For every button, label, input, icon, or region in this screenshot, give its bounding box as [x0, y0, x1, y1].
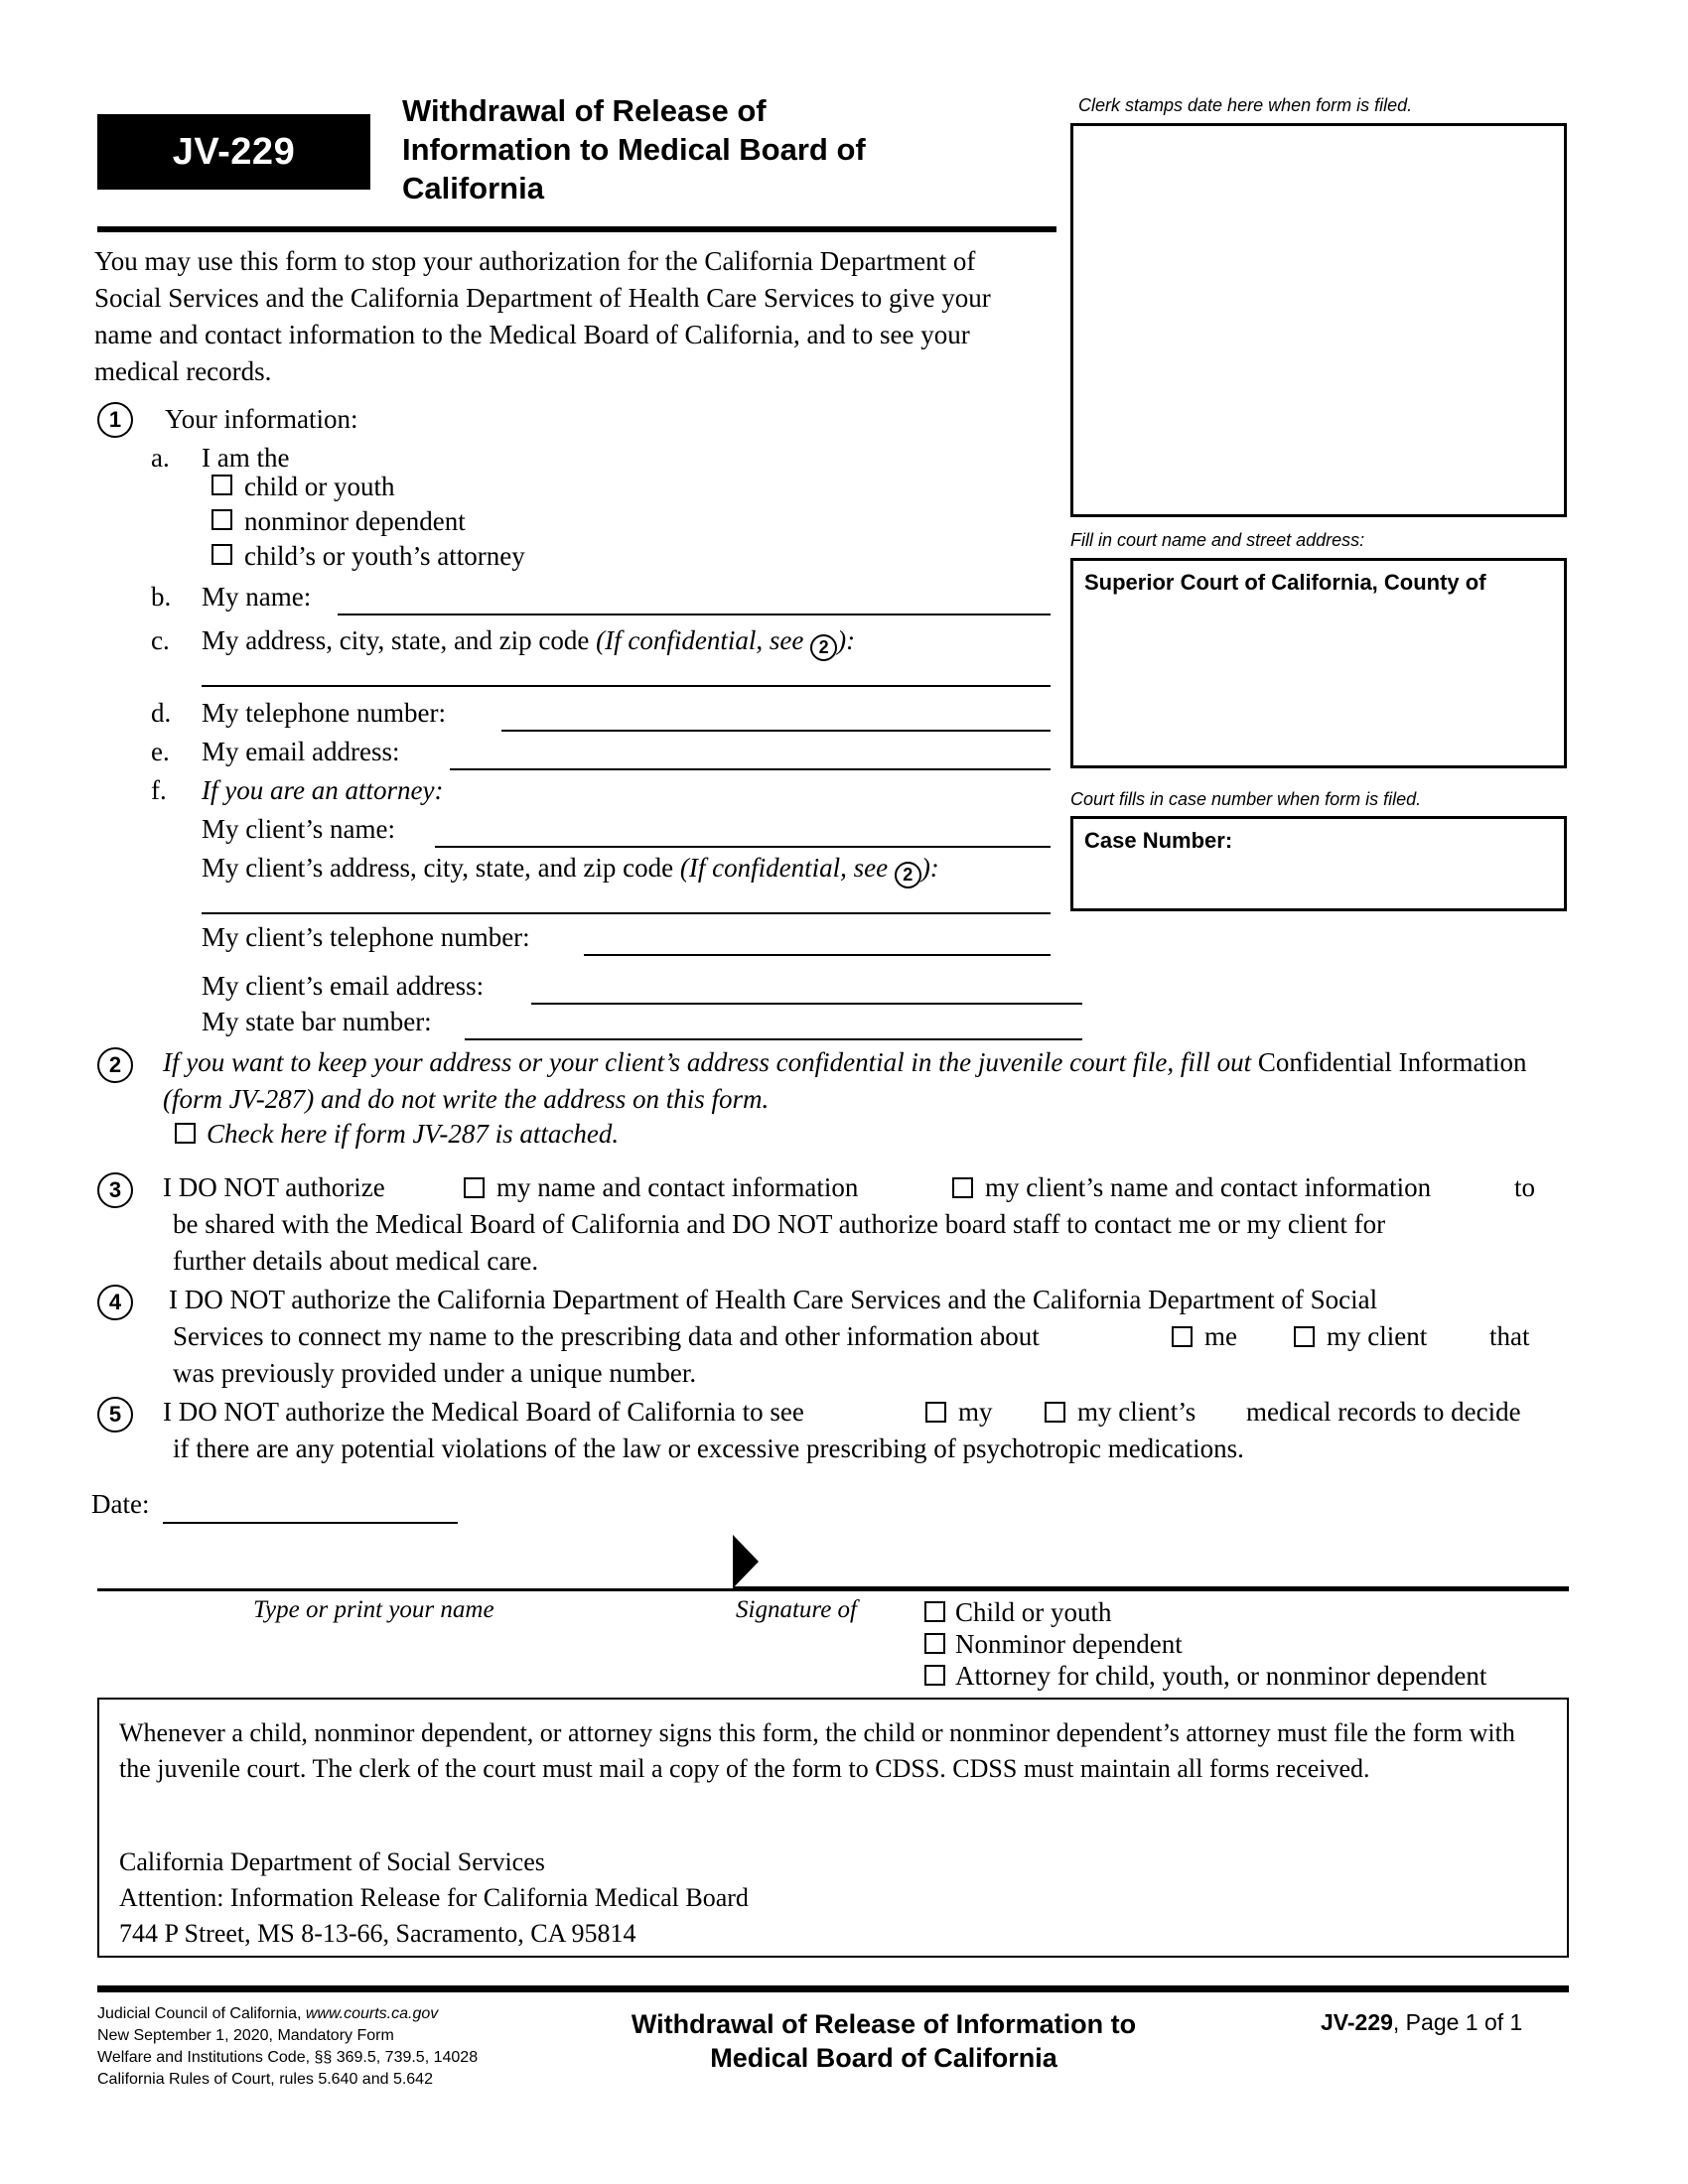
label-childs-or-youths-attorney: child’s or youth’s attorney: [244, 541, 525, 571]
checkbox-signer-child-or-youth[interactable]: [924, 1601, 945, 1622]
footer-form-title-line-2: Medical Board of California: [710, 2043, 1057, 2073]
footer-form-code: JV-229: [1321, 2009, 1393, 2035]
notice-paragraph: Whenever a child, nonminor dependent, or attorney signs this form, the child or nonminor dependent’s attorney must file the form with the juvenile court. The clerk of the court must mail a copy of the form to CDSS. CDSS must maintain all forms received.: [119, 1718, 1515, 1783]
case-number-box[interactable]: [1070, 816, 1567, 911]
form-title-line-3: California: [402, 171, 544, 205]
item-4-line-2-tail: that: [1489, 1321, 1530, 1351]
clerk-stamp-box[interactable]: [1070, 123, 1567, 517]
item-1c-ref-2-icon: 2: [810, 634, 837, 661]
item-4-line-1: I DO NOT authorize the California Department of Health Care Services and the California Department of Social: [169, 1285, 1378, 1314]
footer-page-number: , Page 1 of 1: [1392, 2009, 1523, 2035]
form-title-line-2: Information to Medical Board of: [402, 132, 866, 167]
label-client-name: My client’s name:: [202, 814, 395, 844]
item-1c-paren-open: (If confidential, see: [596, 625, 811, 655]
label-signer-child-or-youth: Child or youth: [955, 1597, 1112, 1627]
form-number-badge: JV-229: [97, 114, 370, 190]
item-3-lead: I DO NOT authorize: [163, 1172, 385, 1202]
item-2-number: 2: [97, 1047, 133, 1083]
item-1c-paren-close: ):: [837, 625, 856, 655]
item-2-line2-italic: (form JV-287) and do not write the address on this form.: [163, 1084, 770, 1114]
item-1c-label: c.: [151, 625, 170, 655]
item-1f-label: f.: [151, 775, 167, 805]
checkbox-childs-or-youths-attorney[interactable]: [211, 544, 232, 565]
footer-line-1-pre: Judicial Council of California,: [97, 2005, 306, 2022]
footer-divider-rule: [97, 1985, 1569, 1992]
label-client-email: My client’s email address:: [202, 971, 485, 1001]
item-1c-text: [202, 622, 855, 661]
input-my-name[interactable]: [338, 614, 1051, 615]
checkbox-my-client[interactable]: [1294, 1326, 1315, 1347]
input-client-telephone[interactable]: [584, 954, 1051, 956]
label-signer-nonminor-dependent: Nonminor dependent: [955, 1629, 1183, 1659]
item-1e-text: My email address:: [202, 737, 400, 766]
label-client-address-paren-close: ):: [920, 853, 939, 883]
footer-form-title: [516, 2007, 1251, 2075]
date-label: Date:: [91, 1489, 150, 1519]
item-4-line-2-pre: Services to connect my name to the prescribing data and other information about: [173, 1321, 1040, 1351]
court-name-box[interactable]: [1070, 558, 1567, 768]
footer-form-title-line-1: Withdrawal of Release of Information to: [631, 2009, 1137, 2039]
label-state-bar-number: My state bar number:: [202, 1007, 432, 1036]
item-2-paragraph: [163, 1044, 1573, 1118]
label-client-address-paren-open: (If confidential, see: [679, 853, 895, 883]
item-1b-text: My name:: [202, 582, 312, 612]
input-state-bar-number[interactable]: [465, 1038, 1082, 1040]
signature-of-caption: Signature of: [736, 1596, 857, 1623]
input-my-address[interactable]: [202, 685, 1051, 687]
intro-paragraph: You may use this form to stop your authorization for the California Department of Social Services and the California Department of Health Care Services to give your name and contact information to the Medical Board of California, and to see your medical records.: [94, 246, 991, 386]
item-1c-text-pre: My address, city, state, and zip code: [202, 625, 597, 655]
footer-line-2: New September 1, 2020, Mandatory Form: [97, 2027, 394, 2044]
item-1f-text: If you are an attorney:: [202, 775, 444, 805]
label-client-address-ref-2-icon: 2: [895, 862, 921, 888]
item-3-line-2: be shared with the Medical Board of California and DO NOT authorize board staff to contact me or my client for: [173, 1209, 1386, 1239]
notice-address-line-2: Attention: Information Release for California Medical Board: [119, 1883, 749, 1912]
item-1-heading: Your information:: [165, 404, 358, 434]
checkbox-signer-nonminor-dependent[interactable]: [924, 1633, 945, 1654]
notice-address: [119, 1844, 749, 1952]
label-me: me: [1204, 1321, 1237, 1351]
input-my-email[interactable]: [450, 768, 1051, 770]
item-1b-label: b.: [151, 582, 172, 612]
item-5-line-2: if there are any potential violations of the law or excessive prescribing of psychotropic medications.: [173, 1433, 1244, 1463]
item-2-line1-roman: Confidential: [1257, 1047, 1392, 1077]
court-name-prefilled-text: Superior Court of California, County of: [1084, 570, 1486, 595]
signature-rule[interactable]: [733, 1586, 1569, 1591]
label-my-clients-records: my client’s: [1077, 1397, 1196, 1427]
footer-legal-citations: [97, 2003, 478, 2091]
item-1e-label: e.: [151, 737, 170, 766]
print-name-rule[interactable]: [97, 1588, 748, 1591]
print-name-caption: Type or print your name: [253, 1596, 494, 1623]
item-1d-label: d.: [151, 698, 172, 728]
checkbox-nonminor-dependent[interactable]: [211, 509, 232, 530]
item-2-line1-italic: If you want to keep your address or your client’s address confidential in the juvenile court file, fill out: [163, 1047, 1258, 1077]
signature-arrow-icon: [733, 1535, 759, 1588]
checkbox-child-or-youth[interactable]: [211, 475, 232, 495]
label-client-name-contact-info: my client’s name and contact information: [985, 1172, 1432, 1202]
label-client-telephone: My client’s telephone number:: [202, 922, 530, 952]
footer-line-3: Welfare and Institutions Code, §§ 369.5, 739.5, 14028: [97, 2049, 479, 2066]
notice-address-line-3: 744 P Street, MS 8-13-66, Sacramento, CA 95814: [119, 1919, 636, 1948]
item-3-tail: to: [1514, 1172, 1536, 1202]
case-number-prefilled-text: Case Number:: [1084, 828, 1233, 853]
label-client-address-pre: My client’s address, city, state, and zip code: [202, 853, 680, 883]
checkbox-client-name-contact-info[interactable]: [952, 1177, 973, 1198]
label-my-name-contact-info: my name and contact information: [496, 1172, 859, 1202]
footer-page-indicator: [1321, 2009, 1522, 2036]
item-3-line-3: further details about medical care.: [173, 1246, 539, 1276]
courts-website-url: www.courts.ca.gov: [305, 2005, 439, 2022]
form-title-line-1: Withdrawal of Release of: [402, 93, 767, 128]
checkbox-my-name-contact-info[interactable]: [464, 1177, 485, 1198]
input-date[interactable]: [163, 1522, 458, 1524]
label-my-client: my client: [1327, 1321, 1428, 1351]
item-1d-text: My telephone number:: [202, 698, 446, 728]
checkbox-my-clients-records[interactable]: [1045, 1402, 1065, 1423]
item-5-number: 5: [97, 1397, 133, 1433]
item-1a-text: I am the: [202, 443, 290, 473]
court-name-label: Fill in court name and street address:: [1070, 530, 1365, 550]
item-1-number: 1: [97, 402, 133, 438]
item-5-line-1-pre: I DO NOT authorize the Medical Board of California to see: [163, 1397, 804, 1427]
input-my-telephone[interactable]: [501, 730, 1051, 732]
case-number-label: Court fills in case number when form is filed.: [1070, 789, 1422, 809]
item-3-number: 3: [97, 1172, 133, 1208]
footer-line-1: [97, 2003, 478, 2025]
label-client-address: [202, 850, 939, 888]
item-4-line-3: was previously provided under a unique number.: [173, 1358, 697, 1388]
label-signer-attorney: Attorney for child, youth, or nonminor dependent: [955, 1661, 1487, 1691]
item-4-number: 4: [97, 1285, 133, 1320]
label-jv287-attached: Check here if form JV-287 is attached.: [207, 1119, 620, 1149]
item-5-line-1-tail: medical records to decide: [1246, 1397, 1521, 1427]
label-child-or-youth: child or youth: [244, 472, 395, 501]
label-nonminor-dependent: nonminor dependent: [244, 506, 466, 536]
input-client-name[interactable]: [435, 846, 1051, 848]
notice-address-line-1: California Department of Social Services: [119, 1847, 545, 1876]
form-title: [402, 91, 1057, 207]
header-divider-rule: [97, 226, 1056, 232]
checkbox-jv287-attached[interactable]: [175, 1123, 196, 1144]
label-my-records: my: [958, 1397, 993, 1427]
item-1a-label: a.: [151, 443, 170, 473]
item-2-line2-roman: Information: [1398, 1047, 1527, 1077]
input-client-email[interactable]: [531, 1003, 1082, 1005]
footer-line-4: California Rules of Court, rules 5.640 and 5.642: [97, 2071, 433, 2088]
checkbox-my-records[interactable]: [925, 1402, 946, 1423]
clerk-stamp-label: Clerk stamps date here when form is filed.: [1078, 95, 1413, 115]
checkbox-me[interactable]: [1172, 1326, 1193, 1347]
input-client-address[interactable]: [202, 912, 1051, 914]
checkbox-signer-attorney[interactable]: [924, 1665, 945, 1686]
